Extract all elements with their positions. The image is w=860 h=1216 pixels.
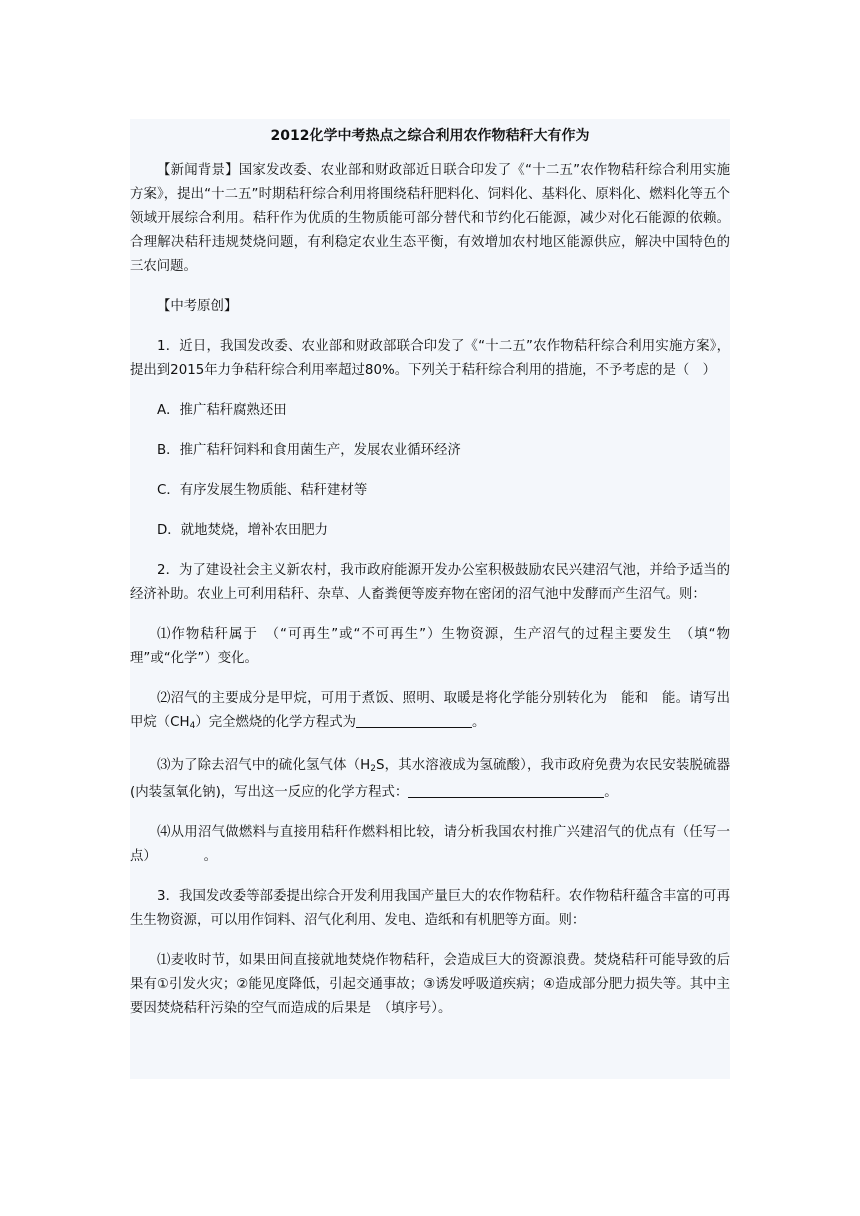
question-3-stem: 3．我国发改委等部委提出综合开发利用我国产量巨大的农作物秸秆。农作物秸秆蕴含丰富的可再生生物资源，可以用作饲料、沼气化利用、发电、造纸和有机肥等方面。则： <box>130 889 730 928</box>
document-page <box>130 119 730 1079</box>
question-2-stem: 2．为了建设社会主义新农村，我市政府能源开发办公室积极鼓励农民兴建沼气池，并给予适当的经济补助。农业上可利用秸秆、杂草、人畜粪便等废弃物在密闭的沼气池中发酵而产生沼气。则： <box>130 563 730 602</box>
q1-option-d: D．就地焚烧，增补农田肥力 <box>157 523 328 538</box>
q2-part-1: ⑴作物秸秆属于 （“可再生”或“不可再生”）生物资源，生产沼气的过程主要发生 （填“物理”或“化学”）变化。 <box>130 627 730 666</box>
q1-option-c: C．有序发展生物质能、秸秆建材等 <box>157 483 368 498</box>
q2-part-2-text-a: ⑵沼气的主要成分是甲烷，可用于煮饭、照明、取暖是将化学能分别转化为 能和 能。请写出甲烷（CH <box>130 691 730 730</box>
q2-part-2-text-b: ）完全燃烧的化学方程式为 <box>195 715 357 730</box>
q1-option-a: A．推广秸秆腐熟还田 <box>157 403 287 418</box>
document-title: 2012化学中考热点之综合利用农作物秸秆大有作为 <box>270 128 590 144</box>
q2-part-3-end: 。 <box>604 785 618 800</box>
q2-part-2 <box>130 687 730 738</box>
ch4-subscript: 4 <box>189 721 196 731</box>
q2-part-4: ⑷从用沼气做燃料与直接用秸秆作燃料相比较，请分析我国农村推广兴建沼气的优点有（任写一点） 。 <box>130 825 730 864</box>
q2-part-3-text-b: S，其水溶液成为氢硫酸），我市政府免费为农民安装脱硫器(内装氢氧化钠)，写出这一反应的化学方程式： <box>130 758 730 800</box>
desulfurization-equation-blank[interactable] <box>408 783 604 798</box>
methane-equation-blank[interactable] <box>356 713 472 728</box>
q1-option-b: B．推广秸秆饲料和食用菌生产，发展农业循环经济 <box>157 443 461 458</box>
q3-part-1: ⑴麦收时节，如果田间直接就地焚烧作物秸秆，会造成巨大的资源浪费。焚烧秸秆可能导致的后果有①引发火灾；②能见度降低，引起交通事故；③诱发呼吸道疾病；④造成部分肥力损失等。其中主要因焚烧秸秆污染的空气而造成的后果是 （填序号）。 <box>130 953 730 1016</box>
news-background-paragraph: 【新闻背景】国家发改委、农业部和财政部近日联合印发了《“十二五”农作物秸秆综合利用实施方案》，提出“十二五”时期秸秆综合利用将围绕秸秆肥料化、饲料化、基料化、原料化、燃料化等五个领域开展综合利用。秸秆作为优质的生物质能可部分替代和节约化石能源，减少对化石能源的依赖。合理解决秸秆违规焚烧问题，有利稳定农业生态平衡，有效增加农村地区能源供应，解决中国特色的三农问题。 <box>130 163 730 274</box>
q2-part-3 <box>130 754 730 805</box>
q2-part-2-end: 。 <box>472 715 486 730</box>
h2s-subscript: 2 <box>370 764 376 774</box>
section-heading: 【中考原创】 <box>157 299 238 314</box>
q2-part-3-text-a: ⑶为了除去沼气中的硫化氢气体（H <box>157 758 371 773</box>
question-1-stem: 1．近日，我国发改委、农业部和财政部联合印发了《“十二五”农作物秸秆综合利用实施方案》，提出到2015年力争秸秆综合利用率超过80%。下列关于秸秆综合利用的措施，不予考虑的是（ ） <box>130 339 730 378</box>
